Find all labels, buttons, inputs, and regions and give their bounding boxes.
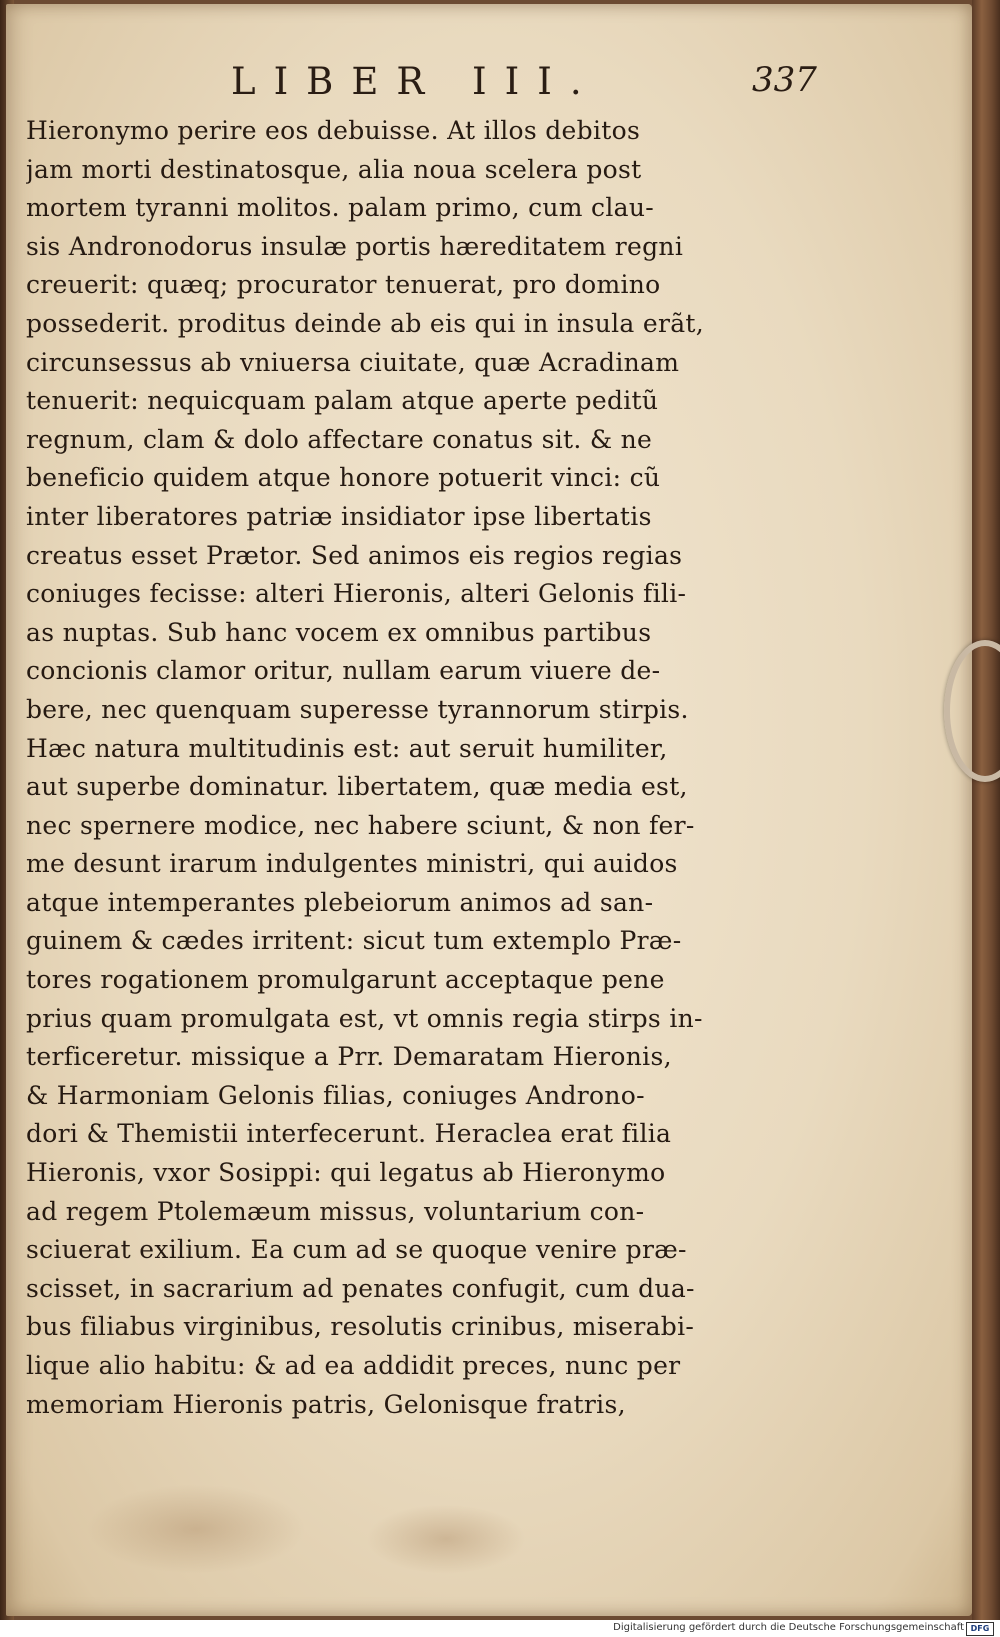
running-title: LIBER III. bbox=[231, 60, 600, 103]
text-line: lique alio habitu: & ad ea addidit preces, nunc per bbox=[26, 1351, 681, 1380]
text-line: Hæc natura multitudinis est: aut seruit humiliter, bbox=[26, 733, 668, 763]
text-line: guinem & cædes irritent: sicut tum extemplo Præ- bbox=[26, 926, 682, 956]
text-line: terficeretur. missique a Prr. Demaratam Hieronis, bbox=[26, 1042, 672, 1072]
digitization-footer bbox=[0, 1620, 1000, 1637]
body-text bbox=[26, 112, 806, 1424]
text-line: mortem tyranni molitos. palam primo, cum clau- bbox=[26, 193, 655, 223]
text-line: jam morti destinatosque, alia noua scelera post bbox=[26, 154, 642, 184]
text-line: atque intemperantes plebeiorum animos ad san- bbox=[26, 887, 654, 917]
page-number: 337 bbox=[752, 60, 817, 100]
text-line: possederit. proditus deinde ab eis qui in insula erãt, bbox=[26, 308, 704, 338]
paper-stain bbox=[86, 1484, 306, 1574]
text-line: sis Andronodorus insulæ portis hæreditatem regni bbox=[26, 231, 684, 261]
text-line: & Harmoniam Gelonis filias, coniuges Androno- bbox=[26, 1080, 645, 1110]
book-page bbox=[6, 4, 972, 1616]
text-line: prius quam promulgata est, vt omnis regia stirps in- bbox=[26, 1003, 703, 1033]
text-line: creuerit: quæq; procurator tenuerat, pro domino bbox=[26, 270, 661, 300]
text-line: bus filiabus virginibus, resolutis crinibus, miserabi- bbox=[26, 1312, 695, 1342]
text-line: Hieronymo perire eos debuisse. At illos debitos bbox=[26, 116, 641, 145]
page-edge-shadow bbox=[972, 0, 1000, 1620]
dfg-logo: DFG bbox=[966, 1622, 994, 1636]
text-line: Hieronis, vxor Sosippi: qui legatus ab Hieronymo bbox=[26, 1158, 666, 1188]
funding-credit: Digitalisierung gefördert durch die Deutsche Forschungsgemeinschaft bbox=[613, 1622, 964, 1633]
text-line: sciuerat exilium. Ea cum ad se quoque venire præ- bbox=[26, 1235, 687, 1265]
text-line: beneficio quidem atque honore potuerit vinci: cũ bbox=[26, 463, 661, 493]
text-line: coniuges fecisse: alteri Hieronis, alteri Gelonis fili- bbox=[26, 579, 687, 609]
text-line: dori & Themistii interfecerunt. Heraclea erat filia bbox=[26, 1119, 672, 1149]
text-line: ad regem Ptolemæum missus, voluntarium con- bbox=[26, 1196, 645, 1226]
paper-stain bbox=[366, 1504, 526, 1574]
text-line: concionis clamor oritur, nullam earum viuere de- bbox=[26, 656, 661, 686]
text-line: scisset, in sacrarium ad penates confugit, cum dua- bbox=[26, 1273, 695, 1303]
text-line: as nuptas. Sub hanc vocem ex omnibus partibus bbox=[26, 617, 652, 647]
text-line: bere, nec quenquam superesse tyrannorum stirpis. bbox=[26, 694, 689, 724]
text-line: circunsessus ab vniuersa ciuitate, quæ Acradinam bbox=[26, 347, 680, 377]
text-line: regnum, clam & dolo affectare conatus sit. & ne bbox=[26, 424, 653, 454]
text-line: inter liberatores patriæ insidiator ipse libertatis bbox=[26, 501, 652, 531]
running-header bbox=[46, 60, 817, 104]
text-line: memoriam Hieronis patris, Gelonisque fratris, bbox=[26, 1389, 626, 1419]
text-line: aut superbe dominatur. libertatem, quæ media est, bbox=[26, 772, 688, 802]
text-line: tenuerit: nequicquam palam atque aperte peditũ bbox=[26, 386, 659, 416]
text-line: me desunt irarum indulgentes ministri, qui auidos bbox=[26, 849, 678, 879]
text-line: creatus esset Prætor. Sed animos eis regios regias bbox=[26, 540, 683, 570]
text-line: tores rogationem promulgarunt acceptaque pene bbox=[26, 965, 665, 995]
text-line: nec spernere modice, nec habere sciunt, & non fer- bbox=[26, 810, 695, 840]
